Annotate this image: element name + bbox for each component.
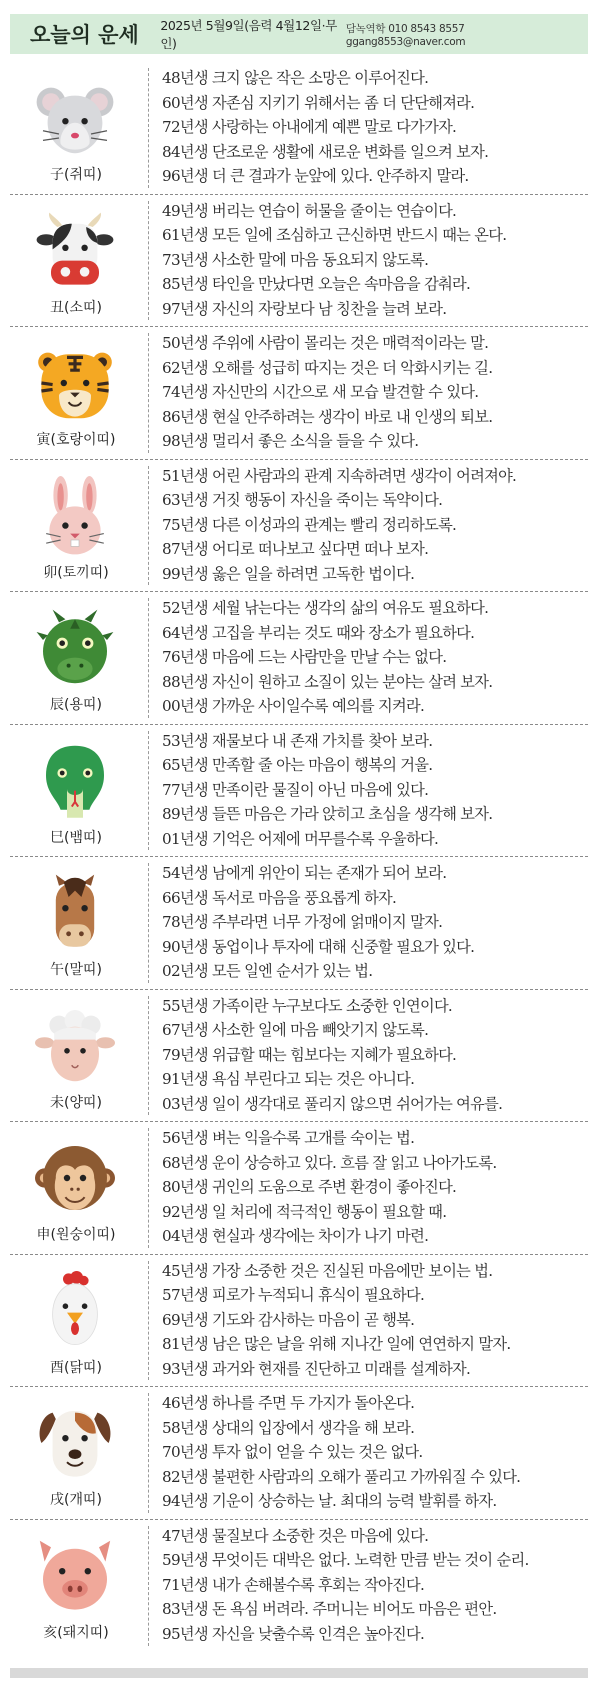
header-contact: 담녹역학 010 8543 8557 ggang8553@naver.com [345, 22, 466, 48]
fortune-lines [162, 596, 588, 719]
fortune-line: 58년생 상대의 입장에서 생각을 해 보라. [162, 1418, 415, 1437]
zodiac-row-rat [10, 62, 588, 195]
pig-icon [35, 1536, 115, 1616]
fortune-lines [162, 199, 588, 322]
rat-icon [35, 78, 115, 158]
zodiac-label: 丑(소띠) [50, 299, 102, 316]
fortune-line: 63년생 거짓 행동이 자신을 죽이는 독약이다. [162, 491, 443, 510]
cow-icon [35, 211, 115, 291]
fortune-line: 94년생 기운이 상승하는 날. 최대의 능력 발휘를 하자. [162, 1492, 497, 1511]
fortune-line: 92년생 일 처리에 적극적인 행동이 필요할 때. [162, 1202, 447, 1221]
zodiac-label: 巳(뱀띠) [50, 829, 102, 846]
fortune-lines [162, 1259, 588, 1382]
zodiac-list [10, 62, 588, 1652]
zodiac-label: 酉(닭띠) [50, 1359, 102, 1376]
fortune-line: 56년생 벼는 익을수록 고개를 숙이는 법. [162, 1129, 415, 1147]
fortune-line: 85년생 타인을 만났다면 오늘은 속마음을 감춰라. [162, 275, 471, 294]
fortune-line: 72년생 사랑하는 아내에게 예쁜 말로 다가가자. [162, 118, 457, 137]
sheep-icon [35, 1006, 115, 1086]
zodiac-row-dragon [10, 592, 588, 725]
fortune-line: 99년생 옳은 일을 하려면 고독한 법이다. [162, 564, 415, 583]
dog-icon [35, 1403, 115, 1483]
rabbit-icon [35, 476, 115, 556]
fortune-line: 81년생 남은 많은 날을 위해 지나간 일에 연연하지 말자. [162, 1335, 511, 1354]
zodiac-label: 午(말띠) [50, 962, 102, 978]
zodiac-row-rabbit [10, 460, 588, 593]
fortune-line: 49년생 버리는 연습이 허물을 줄이는 연습이다. [162, 201, 457, 220]
fortune-line: 52년생 세월 낚는다는 생각의 삶의 여유도 필요하다. [162, 599, 489, 617]
fortune-line: 84년생 단조로운 생활에 새로운 변화를 일으켜 보자. [162, 142, 489, 161]
zodiac-label: 卯(토끼띠) [43, 564, 109, 581]
zodiac-row-rooster [10, 1255, 588, 1388]
fortune-line: 50년생 주위에 사람이 몰리는 것은 매력적이라는 말. [162, 334, 489, 352]
fortune-line: 93년생 과거와 현재를 진단하고 미래를 설계하자. [162, 1359, 471, 1378]
fortune-line: 69년생 기도와 감사하는 마음이 곧 행복. [162, 1310, 415, 1329]
fortune-line: 03년생 일이 생각대로 풀리지 않으면 쉬어가는 여유를. [162, 1094, 503, 1113]
fortune-line: 96년생 더 큰 결과가 눈앞에 있다. 안주하지 말라. [162, 167, 469, 186]
fortune-line: 91년생 욕심 부린다고 되는 것은 아니다. [162, 1070, 415, 1089]
fortune-line: 60년생 자존심 지키기 위해서는 좀 더 단단해져라. [162, 93, 475, 112]
fortune-line: 02년생 모든 일엔 순서가 있는 법. [162, 962, 373, 981]
fortune-line: 89년생 들뜬 마음은 가라 앉히고 초심을 생각해 보자. [162, 805, 493, 824]
zodiac-row-monkey [10, 1122, 588, 1255]
zodiac-row-tiger [10, 327, 588, 460]
header-date: 2025년 5월9일(음력 4월12일·무인) [160, 18, 337, 51]
fortune-line: 57년생 피로가 누적되니 휴식이 필요하다. [162, 1286, 425, 1305]
fortune-line: 54년생 남에게 위안이 되는 존재가 되어 보라. [162, 864, 447, 882]
fortune-line: 76년생 마음에 드는 사람만을 만날 수는 없다. [162, 648, 447, 667]
fortune-line: 66년생 독서로 마음을 풍요롭게 하자. [162, 888, 397, 907]
fortune-line: 79년생 위급할 때는 힘보다는 지혜가 필요하다. [162, 1045, 457, 1064]
fortune-lines [162, 861, 588, 984]
fortune-line: 83년생 돈 욕심 버려라. 주머니는 비어도 마음은 편안. [162, 1600, 497, 1619]
fortune-lines [162, 1126, 588, 1249]
zodiac-label: 申(원숭이띠) [36, 1227, 116, 1243]
monkey-icon [35, 1138, 115, 1218]
header-bar [10, 14, 588, 54]
fortune-lines [162, 729, 588, 852]
fortune-line: 95년생 자신을 낮출수록 인격은 높아진다. [162, 1624, 425, 1643]
fortune-line: 98년생 멀리서 좋은 소식을 들을 수 있다. [162, 432, 419, 451]
fortune-lines [162, 994, 588, 1117]
fortune-lines [162, 66, 588, 189]
fortune-line: 01년생 기억은 어제에 머무를수록 우울하다. [162, 829, 439, 848]
fortune-line: 77년생 만족이란 물질이 아닌 마음에 있다. [162, 780, 429, 799]
zodiac-row-dog [10, 1387, 588, 1520]
rooster-icon [35, 1271, 115, 1351]
fortune-line: 64년생 고집을 부리는 것도 때와 장소가 필요하다. [162, 623, 475, 642]
fortune-line: 04년생 현실과 생각에는 차이가 나기 마련. [162, 1227, 429, 1246]
horse-icon [35, 873, 115, 953]
zodiac-label: 辰(용띠) [50, 697, 102, 713]
fortune-line: 62년생 오해를 성급히 따지는 것은 더 악화시키는 길. [162, 358, 493, 377]
zodiac-row-snake [10, 725, 588, 858]
fortune-line: 45년생 가장 소중한 것은 진실된 마음에만 보이는 법. [162, 1261, 493, 1280]
fortune-line: 78년생 주부라면 너무 가정에 얽매이지 말자. [162, 913, 443, 932]
fortune-line: 87년생 어디로 떠나보고 싶다면 떠나 보자. [162, 540, 429, 559]
page-title: 오늘의 운세 [30, 23, 139, 47]
fortune-line: 47년생 물질보다 소중한 것은 마음에 있다. [162, 1526, 429, 1545]
snake-icon [35, 741, 115, 821]
fortune-lines [162, 331, 588, 454]
zodiac-row-cow [10, 195, 588, 328]
fortune-line: 48년생 크지 않은 작은 소망은 이루어진다. [162, 69, 429, 87]
zodiac-row-pig [10, 1520, 588, 1653]
zodiac-label: 未(양띠) [50, 1094, 102, 1111]
fortune-line: 70년생 투자 없이 얻을 수 있는 것은 없다. [162, 1443, 423, 1462]
dragon-icon [35, 608, 115, 688]
fortune-line: 80년생 귀인의 도움으로 주변 환경이 좋아진다. [162, 1178, 457, 1197]
fortune-line: 55년생 가족이란 누구보다도 소중한 인연이다. [162, 996, 453, 1015]
fortune-line: 46년생 하나를 주면 두 가지가 돌아온다. [162, 1394, 415, 1412]
zodiac-label: 寅(호랑이띠) [36, 432, 116, 448]
fortune-line: 75년생 다른 이성과의 관계는 빨리 정리하도록. [162, 515, 457, 534]
fortune-line: 74년생 자신만의 시간으로 새 모습 발견할 수 있다. [162, 383, 479, 402]
zodiac-row-sheep [10, 990, 588, 1123]
fortune-line: 51년생 어린 사람과의 관계 지속하려면 생각이 어려져야. [162, 466, 517, 485]
fortune-line: 97년생 자신의 자랑보다 남 칭찬을 늘려 보라. [162, 299, 447, 318]
fortune-line: 88년생 자신이 원하고 소질이 있는 분야는 살려 보자. [162, 672, 493, 691]
footer-bar [10, 1668, 588, 1678]
fortune-line: 71년생 내가 손해볼수록 후회는 작아진다. [162, 1575, 425, 1594]
fortune-line: 61년생 모든 일에 조심하고 근신하면 반드시 때는 온다. [162, 226, 507, 245]
fortune-line: 73년생 사소한 말에 마음 동요되지 않도록. [162, 250, 429, 269]
fortune-lines [162, 1391, 588, 1514]
fortune-line: 82년생 불편한 사람과의 오해가 풀리고 가까워질 수 있다. [162, 1467, 521, 1486]
fortune-line: 00년생 가까운 사이일수록 예의를 지켜라. [162, 697, 425, 716]
fortune-line: 67년생 사소한 일에 마음 빼앗기지 않도록. [162, 1021, 429, 1040]
fortune-lines [162, 464, 588, 587]
fortune-line: 59년생 무엇이든 대박은 없다. 노력한 만큼 받는 것이 순리. [162, 1551, 529, 1570]
fortune-line: 65년생 만족할 줄 아는 마음이 행복의 거울. [162, 756, 433, 775]
zodiac-label: 子(쥐띠) [50, 167, 102, 183]
zodiac-label: 亥(돼지띠) [43, 1624, 109, 1641]
fortune-lines [162, 1524, 588, 1647]
fortune-line: 53년생 재물보다 내 존재 가치를 찾아 보라. [162, 731, 433, 750]
zodiac-row-horse [10, 857, 588, 990]
fortune-line: 90년생 동업이나 투자에 대해 신중할 필요가 있다. [162, 937, 475, 956]
fortune-line: 68년생 운이 상승하고 있다. 흐름 잘 읽고 나아가도록. [162, 1153, 497, 1172]
tiger-icon [35, 343, 115, 423]
zodiac-label: 戌(개띠) [50, 1492, 102, 1508]
fortune-line: 86년생 현실 안주하려는 생각이 바로 내 인생의 퇴보. [162, 407, 493, 426]
